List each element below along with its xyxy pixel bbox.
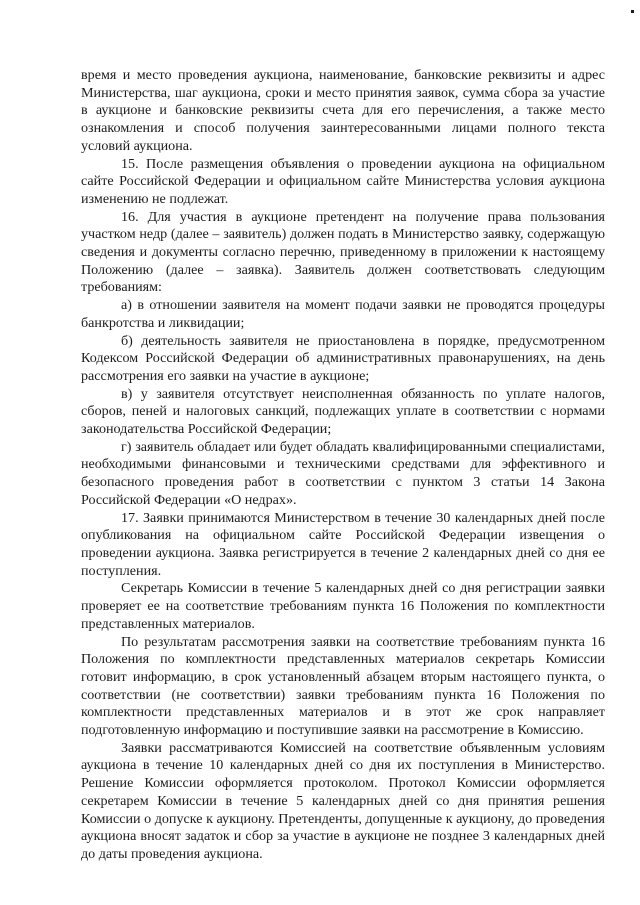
paragraph-17: 17. Заявки принимаются Министерством в течение 30 календарных дней после опубликования на официальном сайте Российской Федерации извещения о проведении аукциона. Заявка регистрируется в течение 2 календарных дней со дня ее поступления. [81,509,605,579]
paragraph-16: 16. Для участия в аукционе претендент на получение права пользования участком недр (далее – заявитель) должен подать в Министерство заявку, содержащую сведения и документы согласно перечню, приведенному в приложении к настоящему Положению (далее – заявка). Заявитель должен соответствовать следующим требованиям: [81,208,605,296]
paragraph-16-item-g: г) заявитель обладает или будет обладать квалифицированными специалистами, необходимыми финансовыми и техническими средствами для эффективного и безопасного проведения работ в соответствии с пунктом 3 статьи 14 Закона Российской Федерации «О недрах». [81,438,605,508]
paragraph-auction-notice-contents: время и место проведения аукциона, наименование, банковские реквизиты и адрес Министерства, шаг аукциона, сроки и место принятия заявок, сумма сбора за участие в аукционе и банковские реквизиты счета для его перечисления, а также место ознакомления и способ получения заинтересованными лицами полного текста условий аукциона. [81,67,605,154]
document-body [81,67,605,864]
paragraph-commission-review: Заявки рассматриваются Комиссией на соответствие объявленным условиям аукциона в течение 10 календарных дней со дня их поступления в Министерство. Решение Комиссии оформляется протоколом. Протокол Комиссии оформляется секретарем Комиссии в течение 5 календарных дней со дня принятия решения Комиссии о допуске к аукциону. Претенденты, допущенные к аукциону, до проведения аукциона вносят задаток и сбор за участие в аукционе не позднее 3 календарных дней до даты проведения аукциона. [81,739,605,862]
scan-mark [631,10,634,13]
paragraph-15: 15. После размещения объявления о проведении аукциона на официальном сайте Российской Федерации и официальном сайте Министерства условия аукциона изменению не подлежат. [81,155,605,207]
paragraph-secretary-check: Секретарь Комиссии в течение 5 календарных дней со дня регистрации заявки проверяет ее на соответствие требованиям пункта 16 Положения по комплектности представленных материалов. [81,580,605,632]
paragraph-review-results: По результатам рассмотрения заявки на соответствие требованиям пункта 16 Положения по комплектности представленных материалов секретарь Комиссии готовит информацию, в срок установленный абзацем вторым настоящего пункта, о соответствии (не соответствии) заявки требованиям пункта 16 Положения по комплектности представленных материалов и в этот же срок направляет подготовленную информацию и поступившие заявки на рассмотрение в Комиссию. [81,633,605,739]
paragraph-16-item-a: а) в отношении заявителя на момент подачи заявки не проводятся процедуры банкротства и ликвидации; [81,297,605,331]
paragraph-16-item-b: б) деятельность заявителя не приостановлена в порядке, предусмотренном Кодексом Российской Федерации об административных правонарушениях, на день рассмотрения его заявки на участие в аукционе; [81,332,605,384]
paragraph-16-item-v: в) у заявителя отсутствует неисполненная обязанность по уплате налогов, сборов, пеней и налоговых санкций, подлежащих уплате в соответствии с нормами законодательства Российской Федерации; [81,385,605,438]
